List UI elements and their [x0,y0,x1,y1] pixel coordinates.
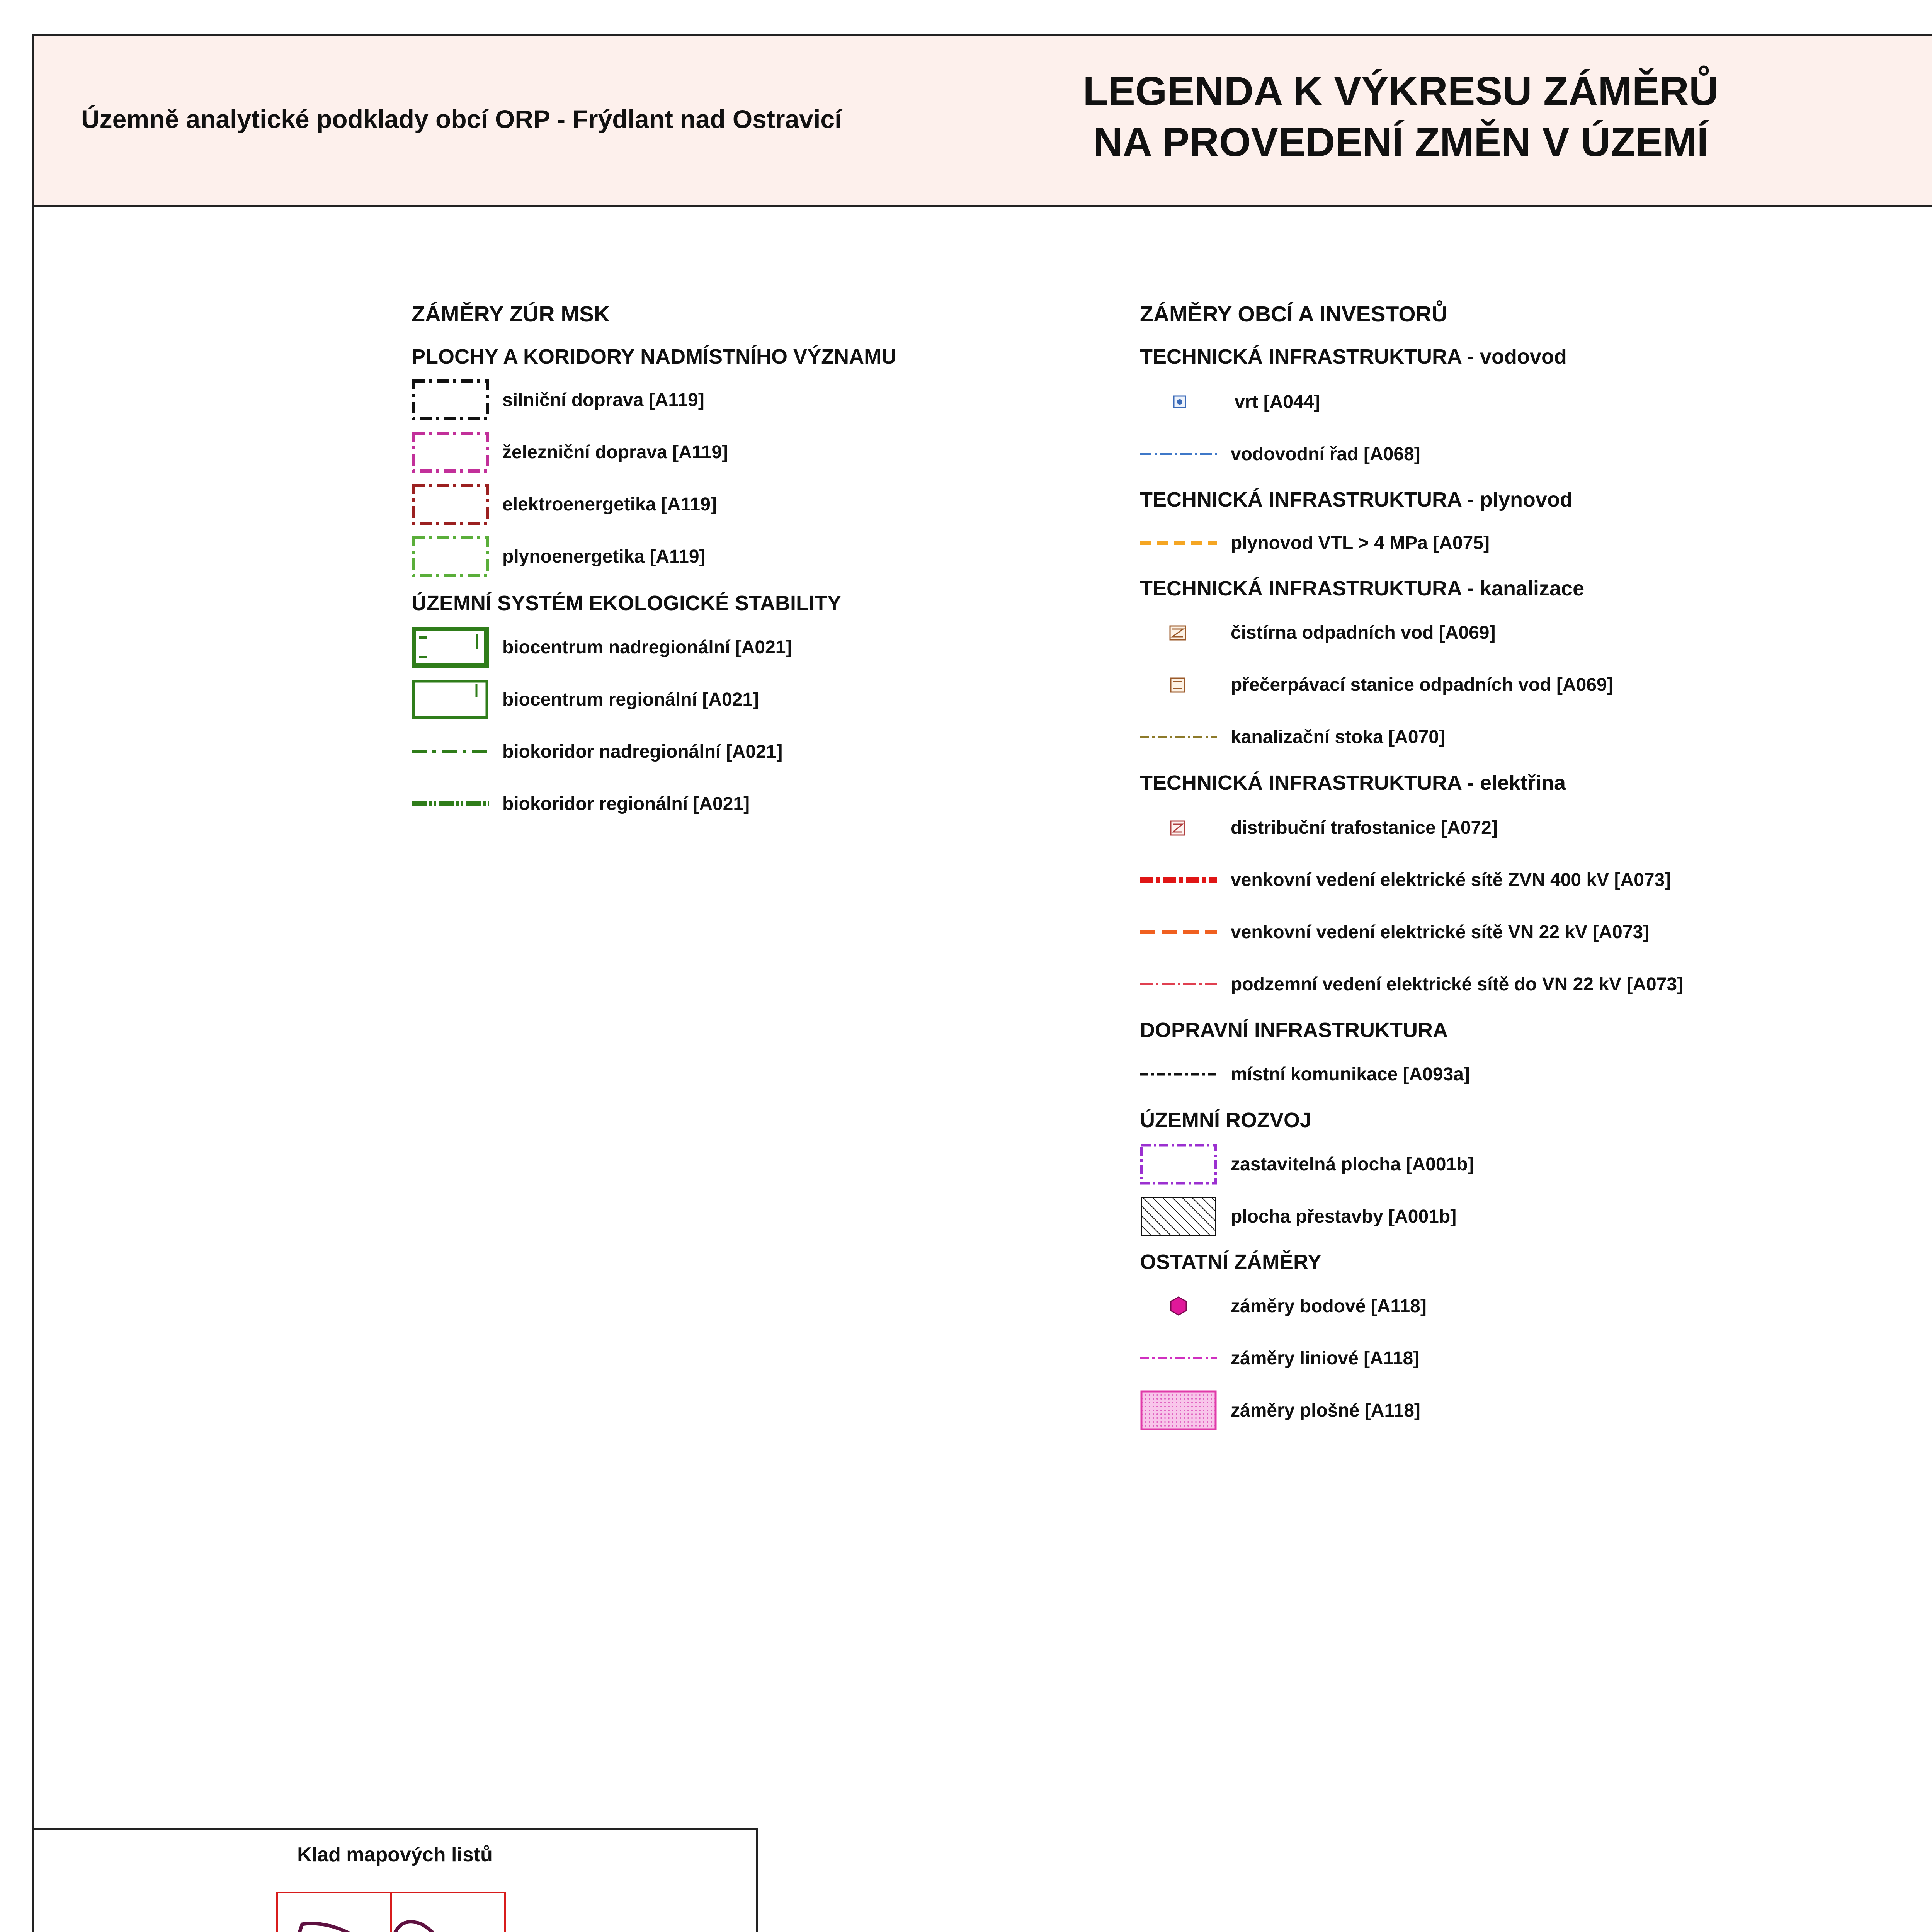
legend-item-plocha-prestavby [1140,1195,1719,1238]
col2-s5-title: DOPRAVNÍ INFRASTRUKTURA [1140,1019,1448,1042]
symbol-line-intent [1140,1337,1217,1379]
legend-label: záměry plošné [A118] [1231,1400,1420,1421]
legend-item-zastavitelna-plocha [1140,1143,1719,1185]
legend-label: přečerpávací stanice odpadních vod [A069] [1231,674,1613,695]
legend-label: plynovod VTL > 4 MPa [A075] [1231,532,1490,553]
symbol-redevelopment-area [1140,1195,1217,1238]
symbol-biokoridor-nadreg [412,730,489,773]
legend-item-kanalizacni-stoka [1140,716,1719,758]
legend-label: čistírna odpadních vod [A069] [1231,622,1496,643]
legend-label: vrt [A044] [1235,391,1320,412]
legend-label: záměry bodové [A118] [1231,1296,1427,1316]
symbol-water-line [1140,433,1217,475]
col1-sec2-title: ÚZEMNÍ SYSTÉM EKOLOGICKÉ STABILITY [412,592,842,615]
legend-label: železniční doprava [A119] [502,442,728,463]
col1-title: ZÁMĚRY ZÚR MSK [412,302,610,327]
symbol-area-intent [1140,1389,1217,1432]
legend-item-zamery-bodove [1140,1285,1719,1327]
header-left-text: Územně analytické podklady obcí ORP - Frýdlant nad Ostravicí [81,105,842,133]
transformer-icon [1140,806,1217,849]
legend-item-cov [1140,611,1719,654]
symbol-biokoridor-reg [412,782,489,825]
legend-label: podzemní vedení elektrické sítě do VN 22 kV [A073] [1231,974,1684,995]
legend-label: distribuční trafostanice [A072] [1231,817,1498,838]
col2-s2-title: TECHNICKÁ INFRASTRUKTURA - plynovod [1140,488,1573,511]
legend-label: venkovní vedení elektrické sítě VN 22 kV [A073] [1231,922,1650,942]
col1-sec1-title: PLOCHY A KORIDORY NADMÍSTNÍHO VÝZNAMU [412,345,897,368]
symbol-developable-area [1140,1143,1217,1185]
symbol-sewer-line [1140,716,1217,758]
legend-item-vodovodni-rad [1140,433,1719,475]
symbol-biocentrum-nadreg [412,626,489,668]
legend-label: zastavitelná plocha [A001b] [1231,1154,1474,1175]
legend-item-zeleznicni-doprava [412,431,991,473]
legend-item-zamery-plosne [1140,1389,1719,1432]
header-title [927,66,1874,168]
symbol-vn-line [1140,911,1217,953]
col2-s1-title: TECHNICKÁ INFRASTRUKTURA - vodovod [1140,345,1567,368]
legend-label: biokoridor regionální [A021] [502,793,750,814]
symbol-biocentrum-reg [412,678,489,721]
legend-item-mistni-komunikace [1140,1053,1719,1095]
col2-s6-title: ÚZEMNÍ ROZVOJ [1140,1109,1312,1132]
legend-label: místní komunikace [A093a] [1231,1064,1470,1085]
point-intent-icon [1140,1285,1217,1327]
symbol-underground-line [1140,963,1217,1005]
well-icon [1140,381,1217,423]
legend-item-biocentrum-nadregionalni [412,626,991,668]
legend-item-plynoenergetika [412,535,991,578]
legend-label: biocentrum regionální [A021] [502,689,759,710]
col2-s4-title: TECHNICKÁ INFRASTRUKTURA - elektřina [1140,771,1566,794]
legend-label: silniční doprava [A119] [502,389,704,410]
header-title-line1: LEGENDA K VÝKRESU ZÁMĚRŮ [1083,68,1719,114]
legend-item-biokoridor-nadregionalni [412,730,991,773]
col2-s3-title: TECHNICKÁ INFRASTRUKTURA - kanalizace [1140,577,1585,600]
legend-item-elektroenergetika [412,483,991,526]
symbol-corridor-darkred [412,483,489,526]
symbol-corridor-black [412,379,489,421]
legend-item-biokoridor-regionalni [412,782,991,825]
legend-item-trafostanice [1140,806,1719,849]
symbol-corridor-green [412,535,489,578]
sheet-index-title: Klad mapových listů [297,1844,493,1866]
legend-item-plynovod-vtl [1140,522,1719,564]
col2-s7-title: OSTATNÍ ZÁMĚRY [1140,1250,1321,1274]
legend-item-zvn-400 [1140,859,1797,901]
legend-item-biocentrum-regionalni [412,678,991,721]
legend-label: plocha přestavby [A001b] [1231,1206,1457,1227]
symbol-zvn-line [1140,859,1217,901]
legend-item-zamery-liniove [1140,1337,1719,1379]
pump-station-icon [1140,663,1217,706]
legend-item-vrt [1140,381,1719,423]
symbol-corridor-magenta [412,431,489,473]
legend-item-precerpavaci-stanice [1140,663,1719,706]
legend-label: venkovní vedení elektrické sítě ZVN 400 kV [A073] [1231,869,1671,890]
wastewater-plant-icon [1140,611,1217,654]
legend-label: elektroenergetika [A119] [502,494,717,515]
legend-item-silnicni-doprava [412,379,991,421]
symbol-local-road [1140,1053,1217,1095]
legend-label: biocentrum nadregionální [A021] [502,637,792,658]
legend-label: biokoridor nadregionální [A021] [502,741,783,762]
sheet-index-labels [32,1828,758,1932]
legend-label: kanalizační stoka [A070] [1231,726,1445,747]
legend-label: vodovodní řad [A068] [1231,444,1420,464]
legend-label: záměry liniové [A118] [1231,1348,1420,1369]
legend-item-vn-22 [1140,911,1797,953]
col2-title: ZÁMĚRY OBCÍ A INVESTORŮ [1140,302,1447,327]
header-title-line2: NA PROVEDENÍ ZMĚN V ÚZEMÍ [1093,119,1709,165]
legend-label: plynoenergetika [A119] [502,546,706,567]
symbol-gas-line [1140,522,1217,564]
legend-item-podzemni-vedeni [1140,963,1797,1005]
